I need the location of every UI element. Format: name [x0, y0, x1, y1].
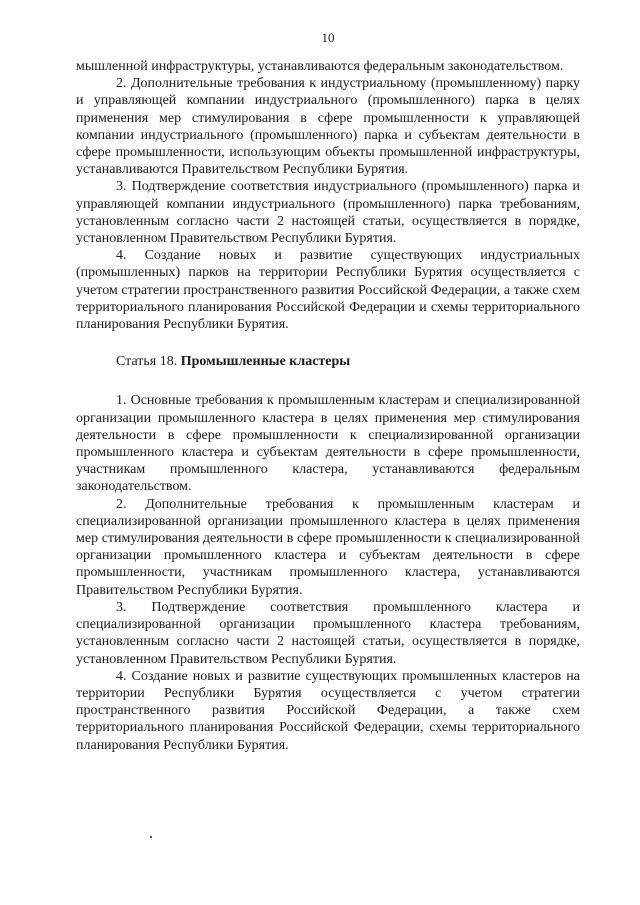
paragraph-after-4: 4. Создание новых и развитие существующих промышленных кластеров на территории Республики Бурятия осуществляется с учетом стратегии пространственного развития Российской Федерации, а также схем территориального планирования Российской Федерации, схемы территориального планирования Республики Бурятия. — [76, 668, 580, 753]
document-page — [76, 30, 580, 754]
article-label: Статья 18. — [116, 354, 178, 370]
article-heading — [76, 353, 580, 370]
paragraph-after-1: 1. Основные требования к промышленным кластерам и специализированной организации промышленного кластера в целях применения мер стимулирования деятельности в сфере промышленности к специализированной организации промышленного кластера и субъектам деятельности в сфере промышленности, участникам промышленного кластера, устанавливаются федеральным законодательством. — [76, 393, 580, 495]
paragraph-before-4: 4. Создание новых и развитие существующих индустриальных (промышленных) парков на территории Республики Бурятия осуществляется с учетом стратегии пространственного развития Российской Федерации, а также схем территориального планирования Российской Федерации и схемы территориального планирования Республики Бурятия. — [76, 248, 580, 333]
article-title: Промышленные кластеры — [180, 354, 351, 370]
scan-speck — [150, 836, 152, 838]
paragraph-before-3: 3. Подтверждение соответствия индустриального (промышленного) парка и управляющей компании индустриального (промышленного) парка требованиям, установленным согласно части 2 настоящей статьи, осуществляется в порядке, установленном Правительством Республики Бурятия. — [76, 179, 580, 247]
paragraph-before-2: 2. Дополнительные требования к индустриальному (промышленному) парку и управляющей компании индустриального (промышленного) парка в целях применения мер стимулирования в сфере промышленности к управляющей компании индустриального (промышленного) парка и субъектам деятельности в сфере промышленности, использующим объекты промышленной инфраструктуры, устанавливаются Правительством Республики Бурятия. — [76, 76, 580, 178]
page-number: 10 — [321, 30, 335, 45]
paragraph-after-3: 3. Подтверждение соответствия промышленного кластера и специализированной организации промышленного кластера требованиям, установленным согласно части 2 настоящей статьи, осуществляется в порядке, установленном Правительством Республики Бурятия. — [76, 599, 580, 667]
paragraph-after-2: 2. Дополнительные требования к промышленным кластерам и специализированной организации промышленного кластера в целях применения мер стимулирования деятельности в сфере промышленности к специализированной организации промышленного кластера и субъектам деятельности в сфере промышленности, участникам промышленного кластера, устанавливаются Правительством Республики Бурятия. — [76, 496, 580, 598]
continuation-paragraph: мышленной инфраструктуры, устанавливаются федеральным законодательством. — [76, 59, 564, 74]
